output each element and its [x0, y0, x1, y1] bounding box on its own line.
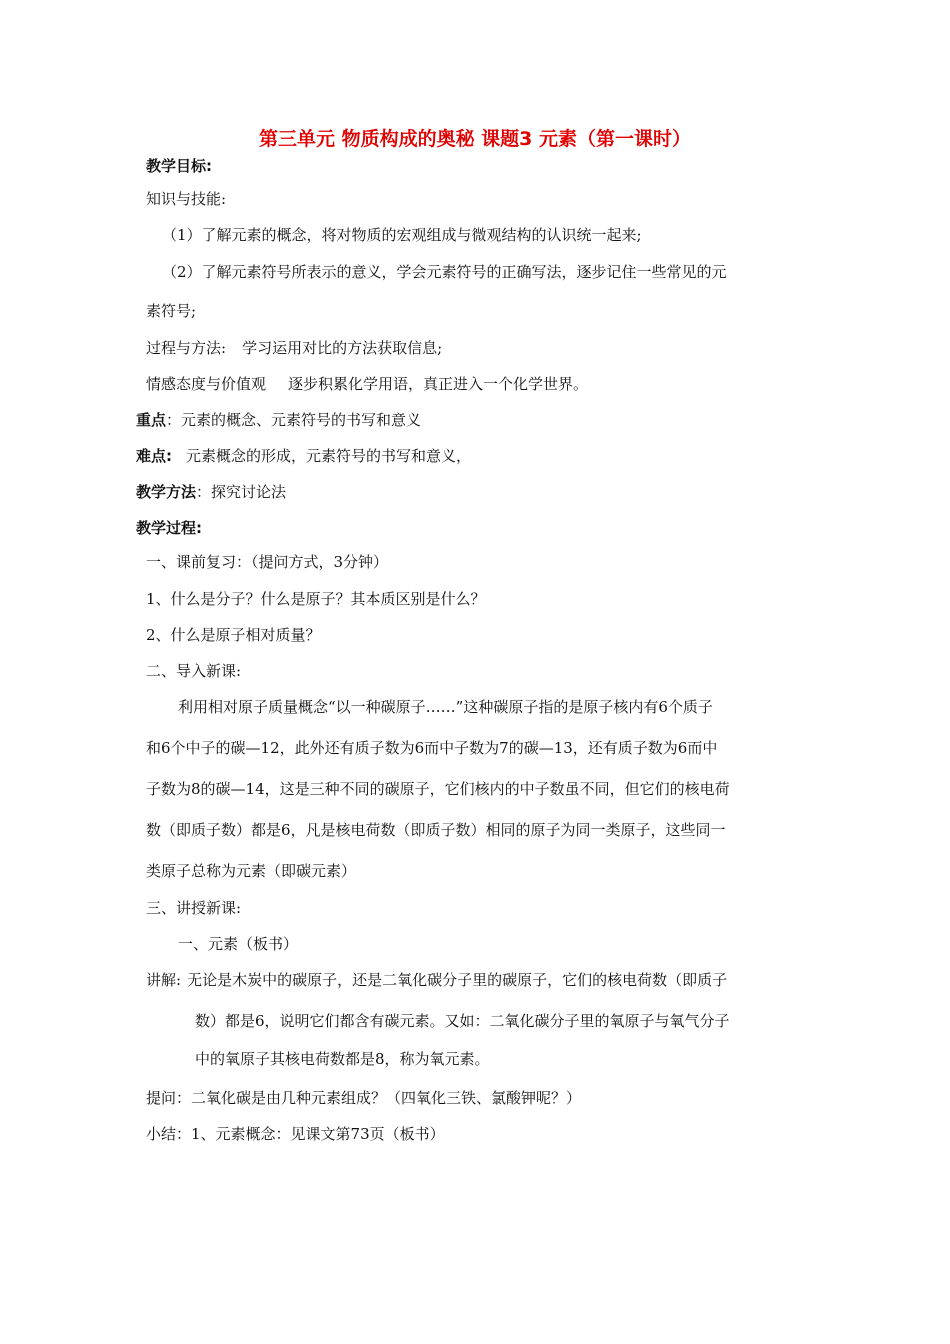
knowledge-item-1: （1）了解元素的概念，将对物质的宏观组成与微观结构的认识统一起来;: [162, 226, 642, 244]
key-line: [136, 410, 421, 430]
summary-line: 小结：1、元素概念：见课文第73页（板书）: [146, 1125, 445, 1143]
explain-line-3: 中的氧原子其核电荷数都是8，称为氧元素。: [195, 1050, 490, 1068]
review-question-1: 1、什么是分子？什么是原子？其本质区别是什么？: [146, 590, 486, 608]
emotion-label: 情感态度与价值观: [146, 375, 267, 393]
emotion-line: [146, 374, 588, 394]
teach-heading: 三、讲授新课:: [146, 899, 242, 917]
explain-line-1: [146, 970, 727, 990]
process-heading: 教学过程:: [136, 519, 202, 537]
method-line: [136, 482, 286, 502]
intro-paragraph-line-5: 类原子总称为元素（即碳元素）: [146, 862, 357, 880]
knowledge-heading: 知识与技能:: [146, 190, 227, 208]
process-text: 学习运用对比的方法获取信息;: [242, 339, 443, 357]
intro-paragraph-line-3: 子数为8的碳—14，这是三种不同的碳原子，它们核内的中子数虽不同，但它们的核电荷: [146, 780, 730, 798]
intro-paragraph-line-1: 利用相对原子质量概念“以一种碳原子……”这种碳原子指的是原子核内有6个质子: [178, 698, 713, 716]
knowledge-item-2: （2）了解元素符号所表示的意义，学会元素符号的正确写法，逐步记住一些常见的元: [162, 263, 727, 281]
ask-line: 提问：二氧化碳是由几种元素组成？（四氧化三铁、氯酸钾呢？）: [146, 1089, 582, 1107]
explain-line-2: 数）都是6，说明它们都含有碳元素。又如：二氧化碳分子里的氧原子与氧气分子: [195, 1012, 730, 1030]
emotion-text: 逐步积累化学用语，真正进入一个化学世界。: [288, 375, 589, 393]
difficulty-text: 元素概念的形成，元素符号的书写和意义，: [186, 447, 472, 465]
difficulty-line: [136, 446, 471, 466]
review-heading: 一、课前复习：（提问方式，3分钟）: [146, 553, 389, 571]
intro-heading: 二、导入新课:: [146, 662, 242, 680]
intro-paragraph-line-4: 数（即质子数）都是6，凡是核电荷数（即质子数）相同的原子为同一类原子，这些同一: [146, 821, 726, 839]
knowledge-item-2-cont: 素符号;: [146, 302, 197, 320]
process-line: [146, 338, 442, 358]
difficulty-label: 难点:: [136, 447, 172, 465]
page-title: 第三单元 物质构成的奥秘 课题3 元素（第一课时）: [258, 128, 692, 150]
explain-label: 讲解:: [146, 971, 182, 989]
explain-text-1: 无论是木炭中的碳原子，还是二氧化碳分子里的碳原子，它们的核电荷数（即质子: [187, 971, 728, 989]
review-question-2: 2、什么是原子相对质量？: [146, 626, 321, 644]
method-label: 教学方法: [136, 483, 197, 501]
objectives-heading: 教学目标:: [146, 157, 212, 175]
process-label: 过程与方法:: [146, 339, 227, 357]
key-text: ：元素的概念、元素符号的书写和意义: [166, 411, 422, 429]
key-label: 重点: [136, 411, 167, 429]
intro-paragraph-line-2: 和6个中子的碳—12，此外还有质子数为6而中子数为7的碳—13，还有质子数为6而中: [146, 739, 718, 757]
element-heading: 一、元素（板书）: [178, 935, 299, 953]
method-text: ：探究讨论法: [196, 483, 287, 501]
